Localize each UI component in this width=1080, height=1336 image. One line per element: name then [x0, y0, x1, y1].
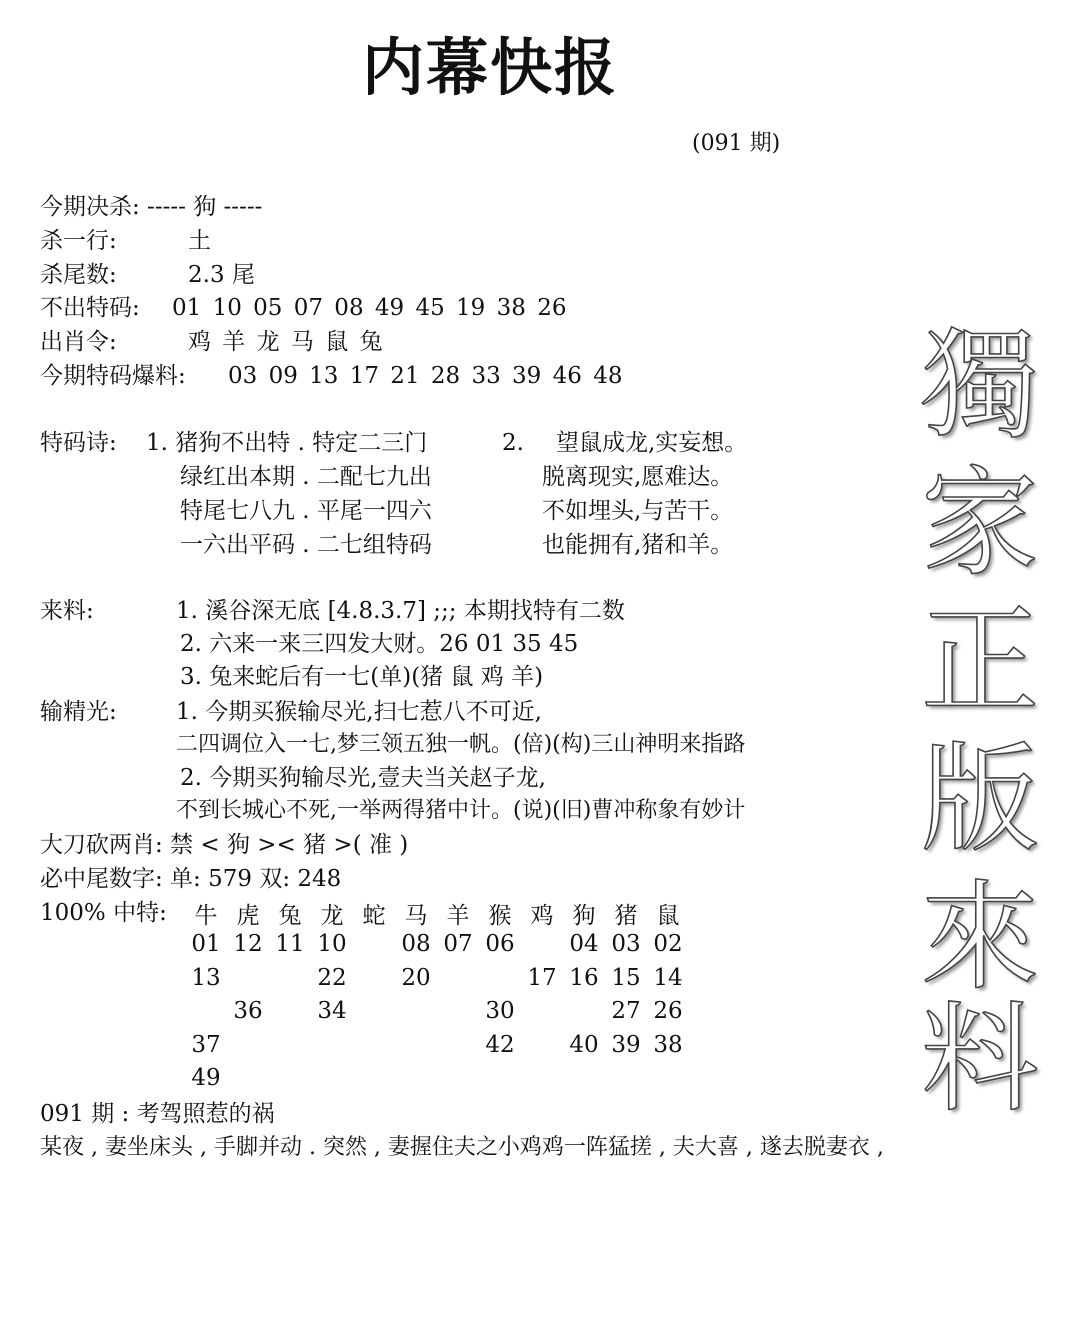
zodiac-header: 虎 — [236, 903, 260, 929]
zodiac-header: 牛 — [194, 903, 218, 929]
zodiac-number: 20 — [401, 964, 431, 991]
side-banner-char: 家 — [920, 454, 1039, 592]
zodiac-number: 40 — [569, 1031, 599, 1058]
zodiac-header: 羊 — [446, 903, 470, 929]
zodiac-header: 龙 — [320, 903, 344, 929]
poem-right-line: 也能拥有,猪和羊。 — [542, 532, 734, 558]
zodiac-number: 08 — [401, 931, 431, 957]
zodiac-number: 16 — [569, 964, 599, 991]
zodiac-number: 34 — [317, 998, 347, 1024]
zodiac-number: 03 — [611, 931, 641, 957]
no-special-value: 01 10 05 07 08 49 45 19 38 26 — [172, 295, 567, 321]
side-banner-char: 來 — [920, 868, 1039, 1006]
lose-line: 不到长城心不死,一举两得猪中计。(说)(旧)曹冲称象有妙计 — [176, 798, 746, 823]
zodiac-header: 兔 — [278, 903, 302, 929]
lose-line: 2. 今期买狗输尽光,壹夫当关赵子龙, — [180, 765, 546, 791]
source-item: 1. 溪谷深无底 [4.8.3.7] ;;; 本期找特有二数 — [176, 598, 625, 624]
out-zodiac-label: 出肖令: — [40, 329, 117, 355]
zodiac-number: 39 — [611, 1031, 641, 1058]
kill-element-label: 杀一行: — [40, 228, 117, 254]
zodiac-header: 猴 — [488, 903, 512, 929]
zodiac-number: 11 — [275, 931, 305, 957]
big-knife: 大刀砍两肖: 禁 < 狗 >< 猪 >( 准 ) — [40, 832, 409, 858]
zodiac-number: 22 — [317, 964, 347, 991]
poem-left-line: 1. 猪狗不出特 . 特定二三门 — [146, 430, 428, 456]
zodiac-header: 猪 — [614, 903, 638, 929]
poem-right-line: 望鼠成龙,实妄想。 — [556, 430, 748, 456]
poem-right-line: 不如埋头,与苦干。 — [542, 498, 734, 524]
zodiac-number: 37 — [191, 1031, 221, 1058]
kill-tail-label: 杀尾数: — [40, 262, 117, 288]
page-title: 内幕快报 — [362, 31, 619, 104]
zodiac-number: 10 — [317, 931, 347, 957]
zodiac-number: 38 — [653, 1031, 683, 1058]
zodiac-header: 鸡 — [530, 903, 554, 929]
zodiac-number: 27 — [611, 998, 641, 1024]
zodiac-number: 02 — [653, 931, 683, 957]
story-text: 某夜 , 妻坐床头 , 手脚并动 . 突然 , 妻握住夫之小鸡鸡一阵猛搓 , 夫大喜 , 遂去脱妻衣 , — [40, 1135, 884, 1160]
kill-element-value: 土 — [188, 228, 211, 254]
zodiac-header: 蛇 — [362, 903, 386, 929]
kill-this-issue: 今期决杀: ----- 狗 ----- — [40, 194, 263, 220]
zodiac-number: 13 — [191, 964, 221, 991]
zodiac-number: 30 — [485, 998, 515, 1024]
zodiac-number: 06 — [485, 931, 515, 957]
zodiac-number: 14 — [653, 964, 683, 991]
zodiac-number: 12 — [233, 931, 263, 957]
zodiac-number: 26 — [653, 998, 683, 1024]
source-label: 来料: — [40, 598, 94, 624]
poem-right-line: 脱离现实,愿难达。 — [542, 464, 734, 490]
side-banner-char: 獨 — [920, 316, 1039, 454]
zodiac-number: 17 — [527, 964, 557, 991]
story-title: 091 期 : 考驾照惹的祸 — [40, 1101, 275, 1127]
must-tail: 必中尾数字: 单: 579 双: 248 — [40, 866, 342, 892]
zodiac-header: 鼠 — [656, 903, 680, 929]
zodiac-number: 07 — [443, 931, 473, 957]
poem-label: 特码诗: — [40, 430, 117, 456]
zodiac-header: 狗 — [572, 903, 596, 929]
source-item: 2. 六来一来三四发大财。26 01 35 45 — [180, 631, 579, 657]
no-special-label: 不出特码: — [40, 295, 140, 321]
lose-label: 输精光: — [40, 699, 117, 725]
lose-line: 二四调位入一七,梦三领五独一帆。(倍)(构)三山神明来指路 — [176, 732, 746, 757]
zodiac-number: 01 — [191, 931, 221, 957]
zodiac-table-label: 100% 中特: — [40, 900, 167, 926]
zodiac-number: 42 — [485, 1031, 515, 1058]
burst-label: 今期特码爆料: — [40, 363, 186, 389]
lose-line: 1. 今期买猴输尽光,扫七惹八不可近, — [176, 699, 542, 725]
poem-right-number: 2. — [502, 430, 524, 456]
zodiac-header: 马 — [404, 903, 428, 929]
poem-left-line: 特尾七八九 . 平尾一四六 — [180, 498, 432, 524]
poem-left-line: 一六出平码 . 二七组特码 — [180, 532, 432, 558]
side-banner-char: 版 — [920, 730, 1039, 868]
out-zodiac-value: 鸡 羊 龙 马 鼠 兔 — [188, 329, 383, 355]
zodiac-number: 15 — [611, 964, 641, 991]
side-banner-char: 料 — [920, 990, 1039, 1128]
zodiac-number: 49 — [191, 1065, 221, 1091]
issue-number: (091 期) — [692, 131, 781, 156]
zodiac-number: 36 — [233, 998, 263, 1024]
zodiac-number: 04 — [569, 931, 599, 957]
side-banner-char: 正 — [920, 592, 1039, 730]
kill-tail-value: 2.3 尾 — [188, 262, 255, 288]
burst-value: 03 09 13 17 21 28 33 39 46 48 — [228, 363, 623, 389]
poem-left-line: 绿红出本期 . 二配七九出 — [180, 464, 432, 490]
source-item: 3. 兔来蛇后有一七(单)(猪 鼠 鸡 羊) — [180, 664, 544, 690]
